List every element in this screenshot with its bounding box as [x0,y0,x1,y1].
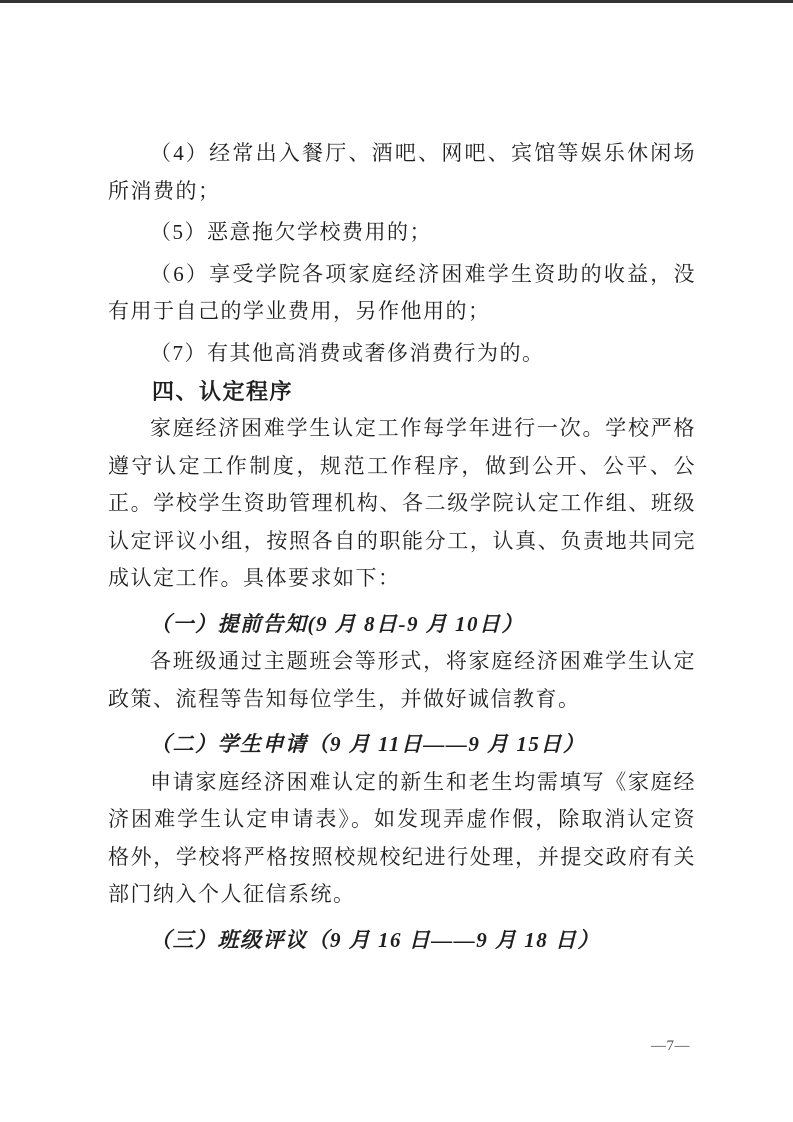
paragraph-item-5: （5）恶意拖欠学校费用的； [150,220,432,244]
paragraph-section-intro: 家庭经济困难学生认定工作每学年进行一次。学校严格遵守认定工作制度，规范工作程序，做到公开、公平、公正。学校学生资助管理机构、各二级学院认定工作组、班级认定评议小组，按照各自的职能分工，认真、负责地共同完成认定工作。具体要求如下： [108,416,696,590]
page-number: —7— [651,1038,690,1054]
document-body [108,135,696,959]
paragraph-step-2: 申请家庭经济困难认定的新生和老生均需填写《家庭经济困难学生认定申请表》。如发现弄虚作假，除取消认定资格外，学校将严格按照校规校纪进行处理，并提交政府有关部门纳入个人征信系统。 [108,769,696,906]
paragraph-item-4: （4）经常出入餐厅、酒吧、网吧、宾馆等娱乐休闲场所消费的； [108,141,696,203]
section-heading-4: 四、认定程序 [152,380,294,405]
subheading-step-3: （三）班级评议（9 月 16 日——9 月 18 日） [150,927,600,952]
paragraph-item-7: （7）有其他高消费或奢侈消费行为的。 [150,340,545,365]
paragraph-item-6: （6）享受学院各项家庭经济困难学生资助的收益，没有用于自己的学业费用，另作他用的； [108,261,696,323]
subheading-step-1: （一）提前告知(9 月 8日-9 月 10日） [150,611,524,636]
subheading-step-2: （二）学生申请（9 月 11日——9 月 15日） [150,732,586,756]
paragraph-step-1: 各班级通过主题班会等形式，将家庭经济困难学生认定政策、流程等告知每位学生，并做好诚信教育。 [108,649,696,711]
scan-edge-line [0,0,793,3]
